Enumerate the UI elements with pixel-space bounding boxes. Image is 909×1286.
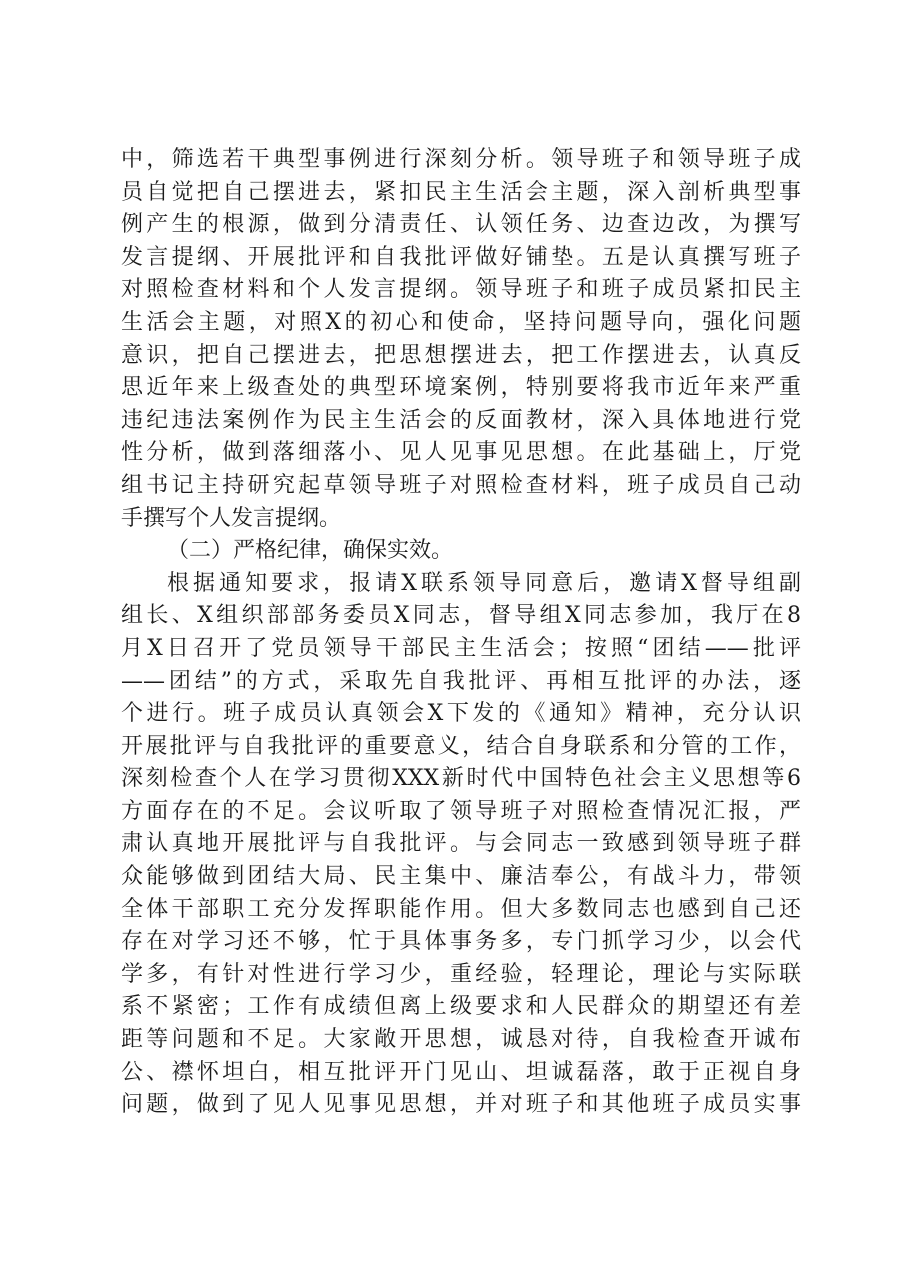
- text-line: （二）严格纪律，确保实效。: [167, 538, 454, 564]
- text-line: 员自觉把自己摆进去，紧扣民主生活会主题，深入剖析典型事: [121, 179, 801, 205]
- paragraph: [121, 568, 801, 1122]
- text-line: 例产生的根源，做到分清责任、认领任务、边查边改，为撰写: [121, 212, 801, 238]
- text-line: 思近年来上级查处的典型环境案例，特别要将我市近年来严重: [121, 375, 801, 401]
- text-line: 违纪违法案例作为民主生活会的反面教材，深入具体地进行党: [121, 407, 801, 433]
- text-line: 组书记主持研究起草领导班子对照检查材料，班子成员自己动: [121, 472, 801, 498]
- text-line: 全体干部职工充分发挥职能作用。但大多数同志也感到自己还: [121, 896, 801, 922]
- text-line: 公、襟怀坦白，相互批评开门见山、坦诚磊落，敢于正视自身: [121, 1059, 801, 1085]
- text-line: 手撰写个人发言提纲。: [121, 505, 342, 531]
- text-line: 个进行。班子成员认真领会X下发的《通知》精神，充分认识: [121, 701, 801, 727]
- text-line: 距等问题和不足。大家敞开思想，诚恳对待，自我检查开诚布: [121, 1027, 801, 1053]
- document-body: [121, 144, 801, 1122]
- text-line: 问题，做到了见人见事见思想，并对班子和其他班子成员实事: [121, 1092, 801, 1118]
- text-line: 中，筛选若干典型事例进行深刻分析。领导班子和领导班子成: [121, 147, 801, 172]
- text-line: 性分析，做到落细落小、见人见事见思想。在此基础上，厅党: [121, 440, 801, 466]
- text-line: 方面存在的不足。会议听取了领导班子对照检查情况汇报，严: [121, 798, 801, 824]
- text-line: 根据通知要求，报请X联系领导同意后，邀请X督导组副: [167, 570, 801, 596]
- text-line: 存在对学习还不够，忙于具体事务多，专门抓学习少，以会代: [121, 929, 801, 955]
- text-line: 生活会主题，对照X的初心和使命，坚持问题导向，强化问题: [121, 309, 801, 335]
- text-line: 意识，把自己摆进去，把思想摆进去，把工作摆进去，认真反: [121, 342, 801, 368]
- text-line: 学多，有针对性进行学习少，重经验，轻理论，理论与实际联: [121, 961, 801, 987]
- text-line: 月X日召开了党员领导干部民主生活会；按照“团结——批评: [121, 635, 801, 661]
- text-line: 深刻检查个人在学习贯彻XXX新时代中国特色社会主义思想等6: [121, 766, 801, 792]
- text-line: 系不紧密；工作有成绩但离上级要求和人民群众的期望还有差: [121, 994, 801, 1020]
- paragraph: [121, 144, 801, 535]
- section-heading: [121, 535, 801, 568]
- text-line: ——团结”的方式，采取先自我批评、再相互批评的办法，逐: [121, 668, 801, 694]
- text-line: 发言提纲、开展批评和自我批评做好铺垫。五是认真撰写班子: [121, 244, 801, 270]
- text-line: 肃认真地开展批评与自我批评。与会同志一致感到领导班子群: [121, 831, 801, 857]
- text-line: 对照检查材料和个人发言提纲。领导班子和班子成员紧扣民主: [121, 277, 801, 303]
- text-line: 众能够做到团结大局、民主集中、廉洁奉公，有战斗力，带领: [121, 864, 801, 890]
- text-line: 组长、X组织部部务委员X同志，督导组X同志参加，我厅在8: [121, 603, 801, 629]
- text-line: 开展批评与自我批评的重要意义，结合自身联系和分管的工作，: [121, 733, 801, 759]
